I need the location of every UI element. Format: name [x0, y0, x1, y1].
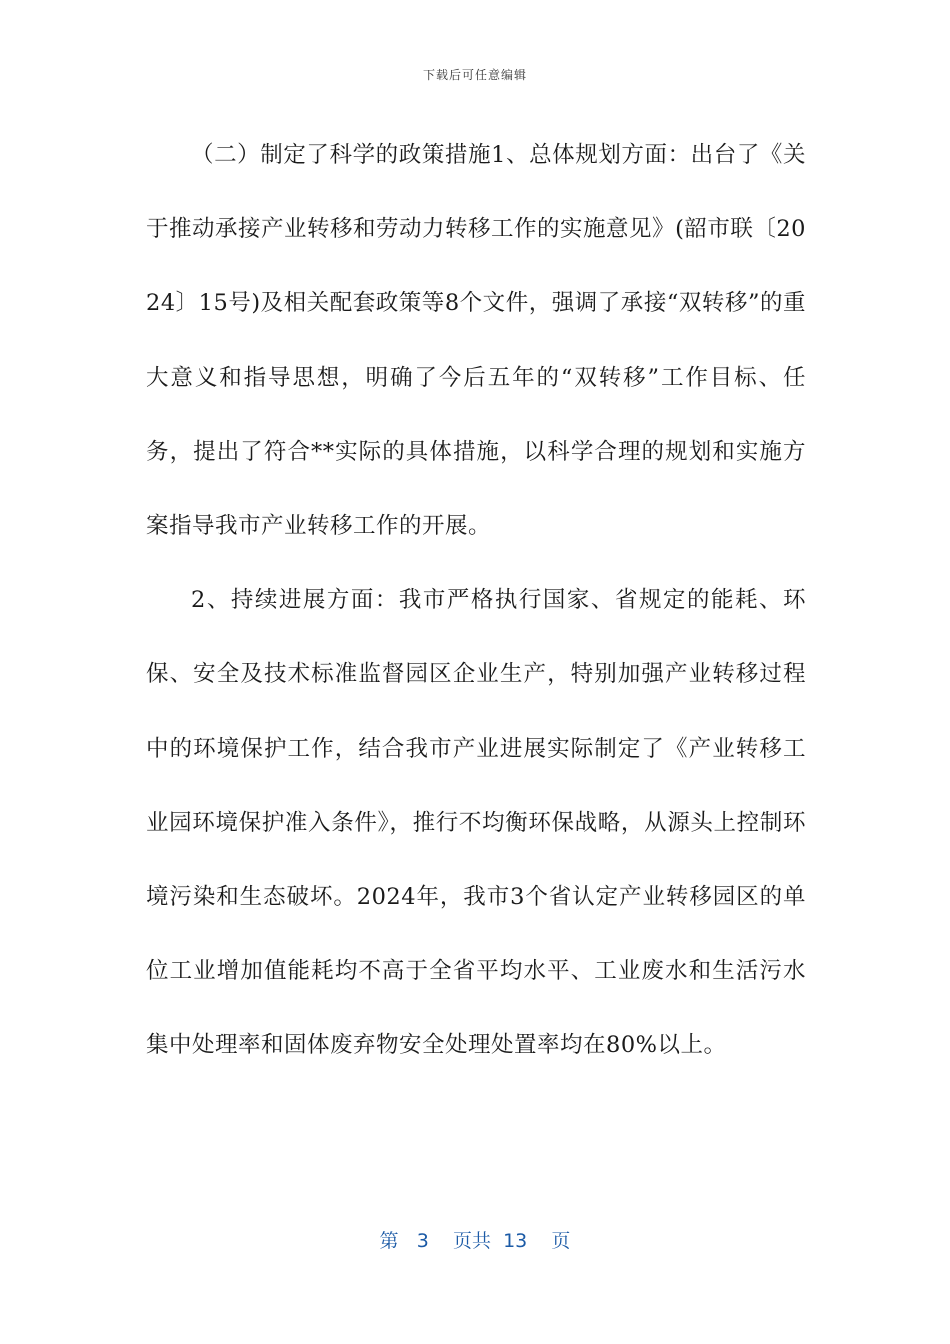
document-body	[146, 118, 806, 1083]
header-note: 下载后可任意编辑	[422, 68, 527, 82]
footer-prefix: 第	[379, 1230, 399, 1252]
footer-mid: 页共	[452, 1230, 491, 1252]
paragraph-sustainable-development: 2、持续进展方面：我市严格执行国家、省规定的能耗、环保、安全及技术标准监督园区企业生产，特别加强产业转移过程中的环境保护工作，结合我市产业进展实际制定了《产业转移工业园环境保护准入条件》，推行不均衡环保战略，从源头上控制环境污染和生态破坏。2024年，我市3个省认定产业转移园区的单位工业增加值能耗均不高于全省平均水平、工业废水和生活污水集中处理率和固体废弃物安全处理处置率均在80%以上。	[146, 587, 806, 1059]
footer-suffix: 页	[551, 1230, 571, 1252]
footer-total-pages: 13	[503, 1230, 528, 1252]
footer-current-page: 3	[416, 1230, 429, 1252]
page-footer	[0, 1226, 950, 1253]
paragraph-policy-measures: （二）制定了科学的政策措施1、总体规划方面：出台了《关于推动承接产业转移和劳动力转移工作的实施意见》(韶市联〔2024〕15号)及相关配套政策等8个文件，强调了承接“双转移”的重大意义和指导思想，明确了今后五年的“双转移”工作目标、任务，提出了符合**实际的具体措施，以科学合理的规划和实施方案指导我市产业转移工作的开展。	[146, 142, 806, 540]
